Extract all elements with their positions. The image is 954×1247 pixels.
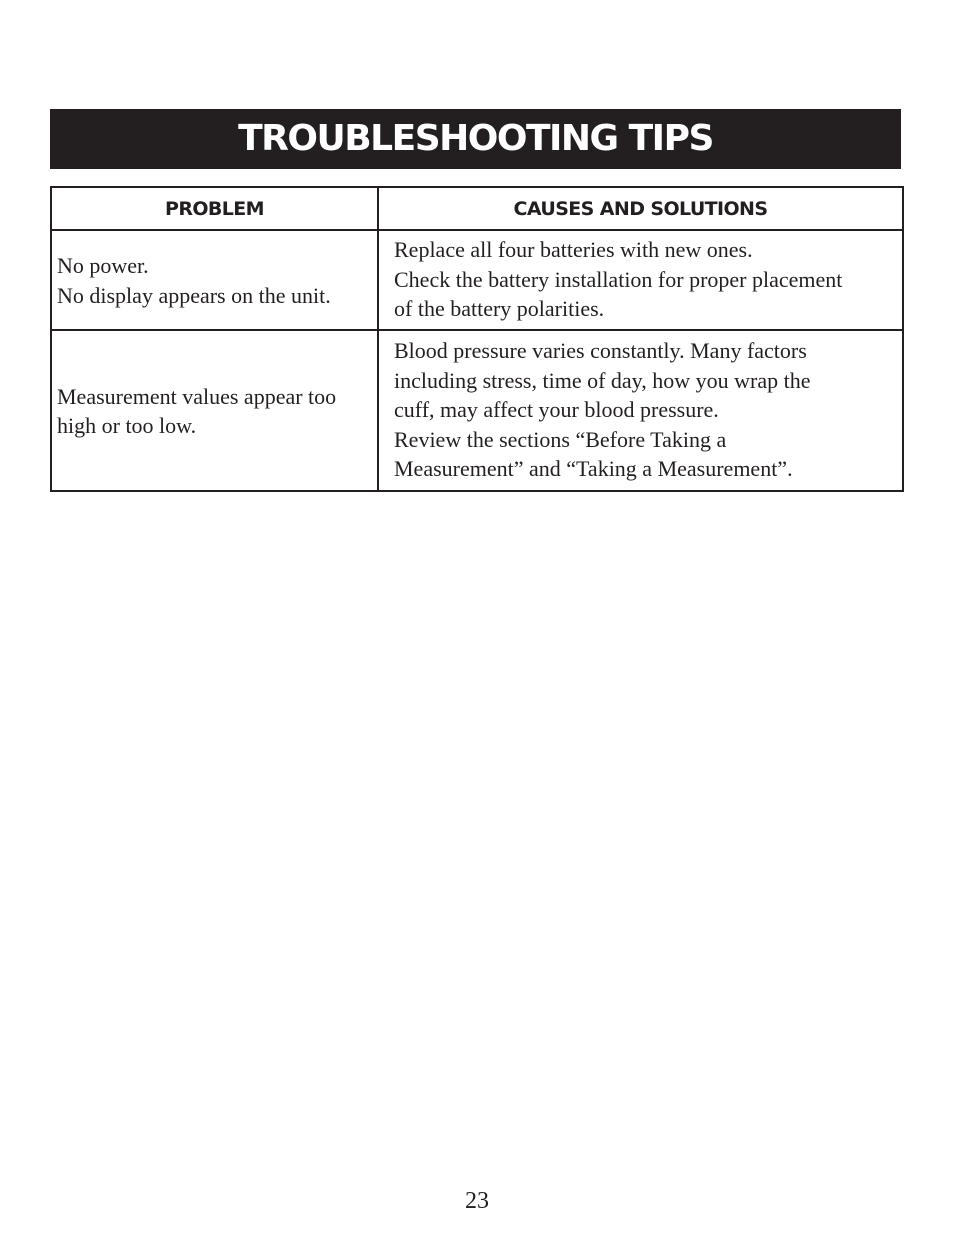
solution-line: Measurement” and “Taking a Measurement”. bbox=[394, 456, 793, 482]
solution-line: Replace all four batteries with new ones. bbox=[394, 237, 753, 263]
page-title: TROUBLESHOOTING TIPS bbox=[238, 118, 713, 159]
column-header-problem: PROBLEM bbox=[51, 187, 378, 230]
solution-line: cuff, may affect your blood pressure. bbox=[394, 397, 719, 423]
solution-line: including stress, time of day, how you wrap the bbox=[394, 367, 811, 393]
table-row bbox=[51, 230, 903, 330]
solution-cell bbox=[378, 330, 903, 491]
table-row bbox=[51, 330, 903, 491]
problem-line: No display appears on the unit. bbox=[57, 282, 331, 308]
column-header-causes-solutions: CAUSES AND SOLUTIONS bbox=[378, 187, 903, 230]
problem-line: Measurement values appear too bbox=[57, 383, 337, 409]
solution-line: Check the battery installation for proper placement bbox=[394, 266, 843, 292]
table-header-row bbox=[51, 187, 903, 230]
troubleshooting-table bbox=[50, 186, 904, 492]
problem-line: No power. bbox=[57, 253, 149, 278]
page-number: 23 bbox=[465, 1188, 489, 1214]
solution-cell bbox=[378, 230, 903, 330]
solution-line: Blood pressure varies constantly. Many factors bbox=[394, 338, 807, 364]
solution-line: of the battery polarities. bbox=[394, 296, 605, 322]
problem-cell bbox=[51, 330, 378, 491]
problem-line: high or too low. bbox=[57, 413, 197, 438]
problem-cell bbox=[51, 230, 378, 330]
solution-line: Review the sections “Before Taking a bbox=[394, 426, 727, 452]
title-bar bbox=[50, 109, 901, 169]
